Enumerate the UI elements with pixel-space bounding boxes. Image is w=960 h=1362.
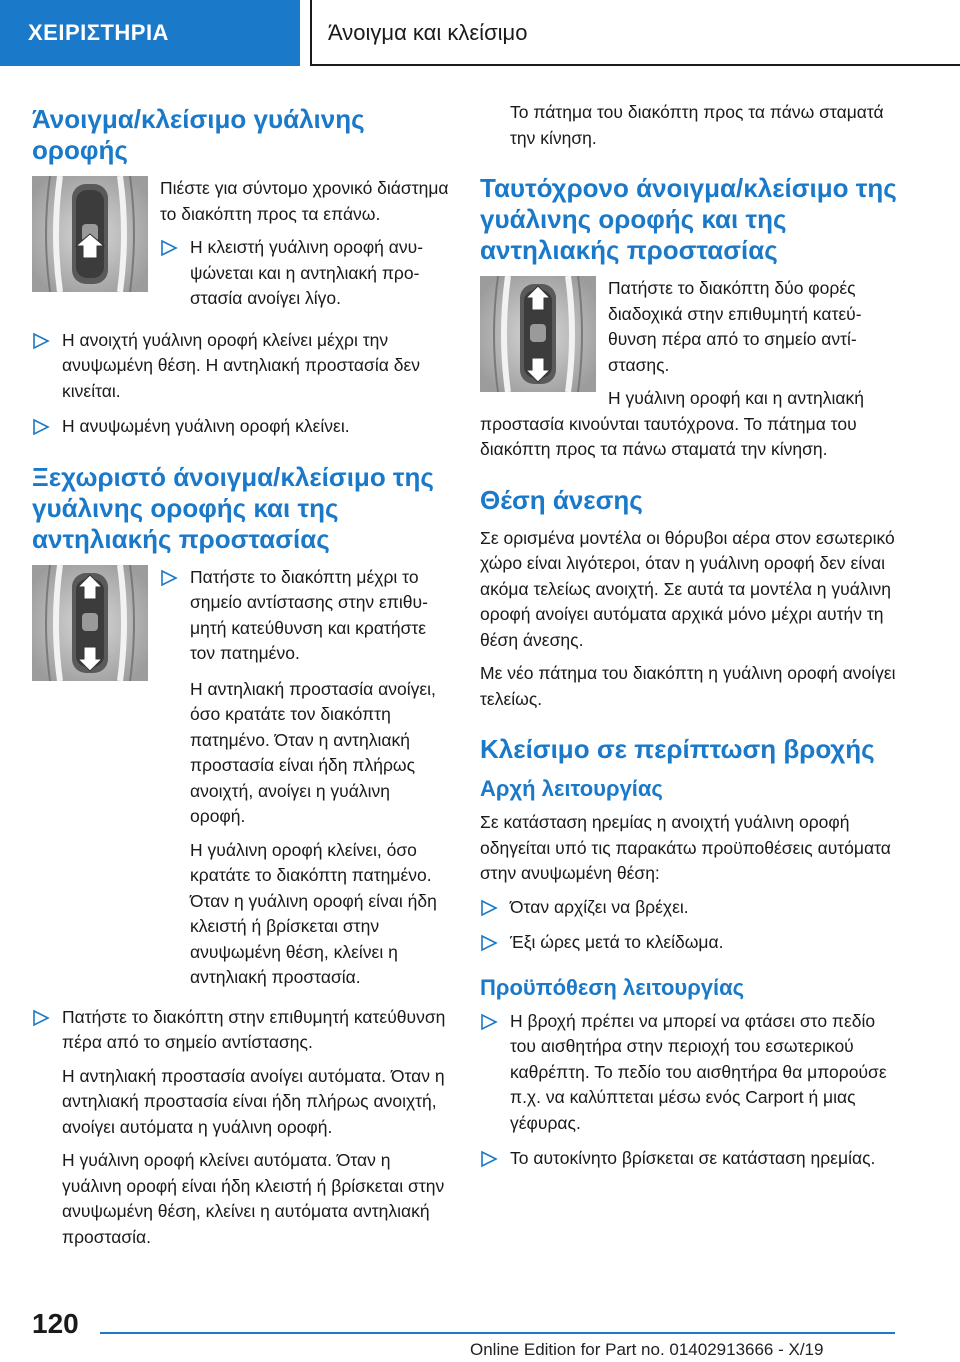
heading-prerequisite: Προϋπόθεση λειτουργίας [480,974,745,1000]
list-item-text: Η ανυψωμένη γυάλινη οροφή κλείνει. [62,416,350,436]
chapter-tab [310,0,960,66]
bullet-triangle-icon [480,1149,498,1169]
list-item-text: Πατήστε το διακόπτη στην επιθυμητή κατεύθυνση πέρα από το σημείο αντίστασης. [62,1006,446,1052]
heading-close-in-rain: Κλείσιμο σε περίπτωση βροχής [480,734,875,764]
paragraph: Η γυάλινη οροφή κλείνει αυτόματα. Όταν η γυάλινη οροφή είναι ήδη κλειστή ή βρίσκεται στην ανυψωμένη θέση, κλείνει η αυτόματα αντηλιακή προστασία. [62,1150,445,1247]
section-tab [0,0,300,66]
figure-row-1 [32,176,450,322]
footer-divider [100,1332,895,1334]
paragraph: Η αντηλιακή προστασία ανοίγει αυτόματα. Όταν η αντηλιακή προστασία είναι ήδη πλήρως ανοιχτή, ανοίγει αυτόματα η γυάλινη οροφή. [62,1065,445,1137]
paragraph: προστασία κινούνται ταυτόχρονα. Το πάτημα του διακόπτη προς τα πάνω σταματά την κίνηση. [480,413,857,459]
heading-principle: Αρχή λειτουργίας [480,776,663,801]
heading-comfort-position: Θέση άνεσης [480,484,643,515]
bullet-triangle-icon [32,331,50,351]
list-item [480,930,898,956]
chapter-title: Άνοιγμα και κλείσιμο [328,20,528,45]
left-column [32,100,450,1258]
paragraph: Η αντηλιακή προστασία ανοίγει, όσο κρατάτε τον διακόπτη πατημένο. Όταν η αντηλιακή προστασία είναι ήδη πλήρως ανοιχτή, ανοίγει η γυάλινη οροφή. [190,678,436,826]
paragraph: Το πάτημα του διακόπτη προς τα πάνω σταματά την κίνηση. [510,102,884,148]
list-item-text: Η ανοιχτή γυάλινη οροφή κλείνει μέχρι την ανυψωμένη θέση. Η αντηλιακή προστασία δεν κινείται. [62,329,421,401]
list-item-text: Πατήστε το διακόπτη μέχρι το σημείο αντίστασης στην επιθυμητή κατεύθυνση και κρατήστε τον πατημένο. [190,566,428,663]
list-item [160,565,450,667]
paragraph: Με νέο πάτημα του διακόπτη η γυάλινη οροφή ανοίγει τελείως. [480,663,896,709]
heading-separate-open-close: Ξεχωριστό άνοιγμα/κλείσιμο της γυάλινης οροφής και της αντηλιακής προστασίας [32,461,434,554]
bullet-triangle-icon [160,238,178,258]
list-item-text: Η κλειστή γυάλινη οροφή ανυψώνεται και η αντηλιακή προστασία ανοίγει λίγο. [190,237,424,308]
edition-text: Online Edition for Part no. 01402913666 - X/19 [470,1340,824,1359]
paragraph: Η γυάλινη οροφή και η αντηλιακή [608,388,865,408]
roof-switch-image [32,176,148,292]
list-item-text: Όταν αρχίζει να βρέχει. [510,896,689,917]
roof-switch-image [480,276,596,392]
list-item [480,1146,898,1172]
instruction-text: Πιέστε για σύντομο χρονικό διάστημα το διακόπτη προς τα επάνω. [160,178,449,224]
roof-switch-image [32,565,148,681]
list-item [480,895,898,921]
heading-open-close-glass-roof: Άνοιγμα/κλείσιμο γυάλινης οροφής [32,104,365,165]
paragraph: Πατήστε το διακόπτη δύο φορές διαδοχικά στην επιθυμητή κατεύθυνση πέρα από το σημείο αντίστασης. [608,278,862,375]
paragraph: Η γυάλινη οροφή κλείνει, όσο κρατάτε το διακόπτη πατημένο. Όταν η γυάλινη οροφή είναι ήδη κλειστή ή βρίσκεται στην ανυψωμένη θέση, κλείνει η αντηλιακή προστασία. [190,839,437,987]
list-item [32,328,450,405]
bullet-triangle-icon [480,898,498,918]
list-item-text: Έξι ώρες μετά το κλείδωμα. [510,932,724,952]
list-item-text: Η βροχή πρέπει να μπορεί να φτάσει στο πεδίο του αισθητήρα στην περιοχή του εσωτερικού καθρέπτη. Το πεδίο του αισθητήρα θα μπορούσε π.χ. να καλύπτεται μέσω ενός Carport ή μιας γέφυρας. [510,1010,887,1133]
page-number: 120 [32,1308,79,1339]
bullet-triangle-icon [160,568,178,588]
figure-row-2 [32,565,450,999]
page-footer [0,1290,960,1362]
paragraph: Σε ορισμένα μοντέλα οι θόρυβοι αέρα στον εσωτερικό χώρο είναι λιγότεροι, όταν η γυάλινη οροφή δεν είναι ακόμα τελείως ανοιχτή. Σε αυτά τα μοντέλα η γυάλινη οροφή ανοίγει αυτόματα αρχικά μόνο μέχρι αυτήν τη θέση άνεσης. [480,527,895,650]
list-item-text: Το αυτοκίνητο βρίσκεται σε κατάσταση ηρεμίας. [510,1148,876,1168]
list-item [32,414,450,440]
paragraph: Σε κατάσταση ηρεμίας η ανοιχτή γυάλινη οροφή οδηγείται υπό τις παρακάτω προϋποθέσεις αυτόματα στην ανυψωμένη θέση: [480,812,891,883]
bullet-triangle-icon [480,1012,498,1032]
bullet-triangle-icon [32,417,50,437]
page-header [0,0,960,94]
switch-arrow-up-icon [32,176,148,292]
figure-row-3 [480,276,898,412]
switch-arrows-icon [32,565,148,681]
list-item [480,1009,898,1137]
section-title: ΧΕΙΡΙΣΤΗΡΙΑ [28,20,169,45]
list-item [32,1005,450,1056]
bullet-triangle-icon [480,933,498,953]
switch-arrows-icon [480,276,596,392]
right-column [480,100,898,1182]
bullet-triangle-icon [32,1008,50,1028]
list-item [160,235,450,312]
heading-simultaneous: Ταυτόχρονο άνοιγμα/κλείσιμο της γυάλινης οροφής και της αντηλιακής προστασίας [480,173,897,265]
